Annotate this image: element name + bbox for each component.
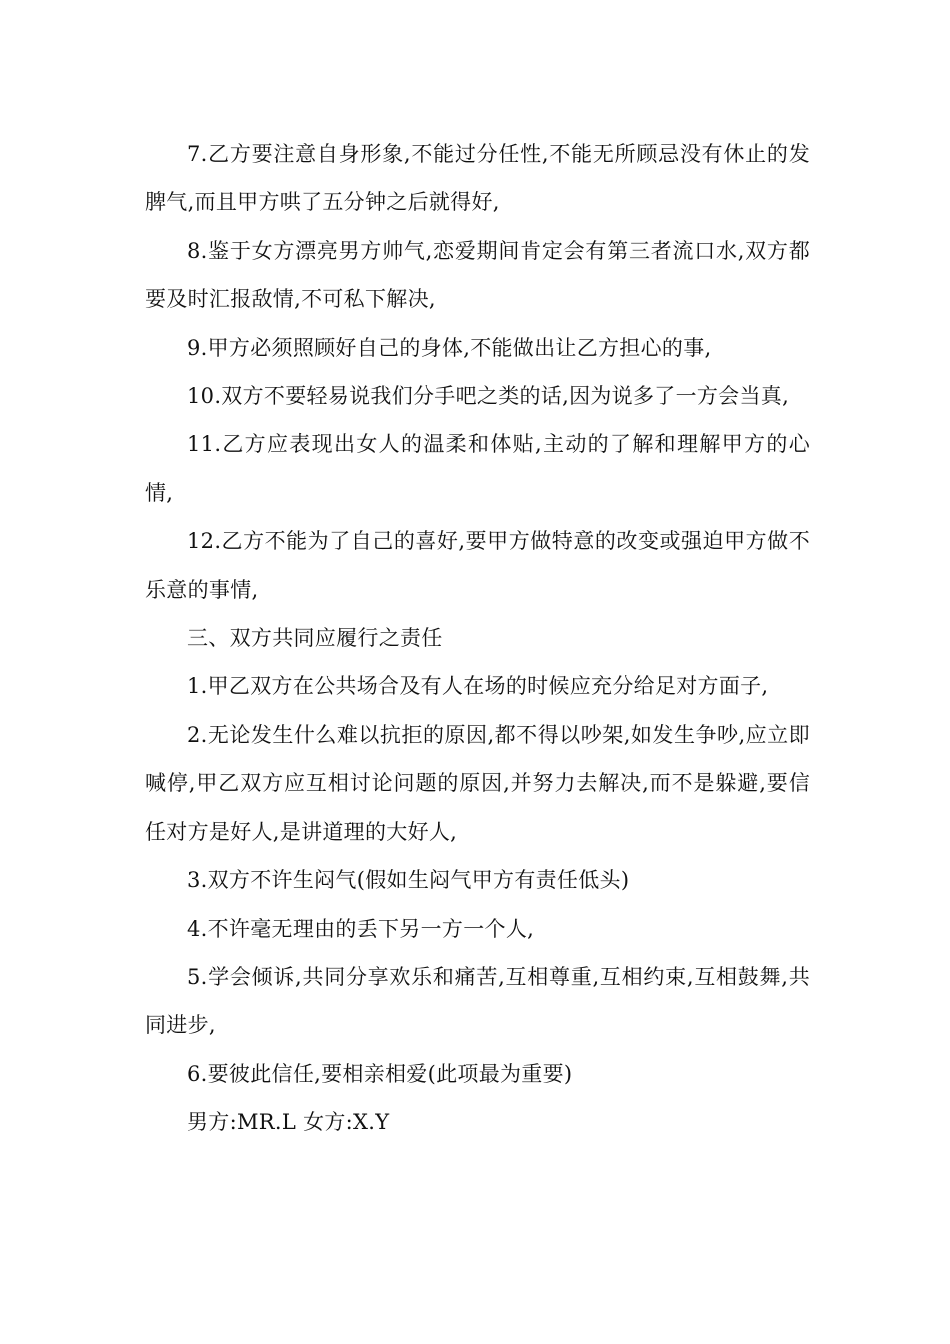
joint-clause-2: 2.无论发生什么难以抗拒的原因,都不得以吵架,如发生争吵,应立即喊停,甲乙双方应互相讨论问题的原因,并努力去解决,而不是躲避,要信任对方是好人,是讲道理的大好人, xyxy=(145,722,810,844)
clause-9: 9.甲方必须照顾好自己的身体,不能做出让乙方担心的事, xyxy=(187,335,712,360)
clause-8: 8.鉴于女方漂亮男方帅气,恋爱期间肯定会有第三者流口水,双方都要及时汇报敌情,不可私下解决, xyxy=(145,238,810,312)
joint-clause-4: 4.不许毫无理由的丢下另一方一个人, xyxy=(187,916,535,941)
signature-line: 男方:MR.L 女方:X.Y xyxy=(187,1110,390,1135)
joint-clause-5: 5.学会倾诉,共同分享欢乐和痛苦,互相尊重,互相约束,互相鼓舞,共同进步, xyxy=(145,964,810,1038)
clause-10: 10.双方不要轻易说我们分手吧之类的话,因为说多了一方会当真, xyxy=(187,384,790,409)
joint-clause-3: 3.双方不许生闷气(假如生闷气甲方有责任低头) xyxy=(187,868,630,893)
section-heading-joint-duties: 三、双方共同应履行之责任 xyxy=(187,626,443,651)
joint-clause-1: 1.甲乙双方在公共场合及有人在场的时候应充分给足对方面子, xyxy=(187,674,769,699)
clause-12: 12.乙方不能为了自己的喜好,要甲方做特意的改变或强迫甲方做不乐意的事情, xyxy=(145,529,810,602)
joint-clause-6: 6.要彼此信任,要相亲相爱(此项最为重要) xyxy=(187,1061,573,1086)
document-body xyxy=(145,130,810,1147)
clause-7: 7.乙方要注意自身形象,不能过分任性,不能无所顾忌没有休止的发脾气,而且甲方哄了五分钟之后就得好, xyxy=(145,142,810,215)
clause-11: 11.乙方应表现出女人的温柔和体贴,主动的了解和理解甲方的心情, xyxy=(145,432,810,505)
